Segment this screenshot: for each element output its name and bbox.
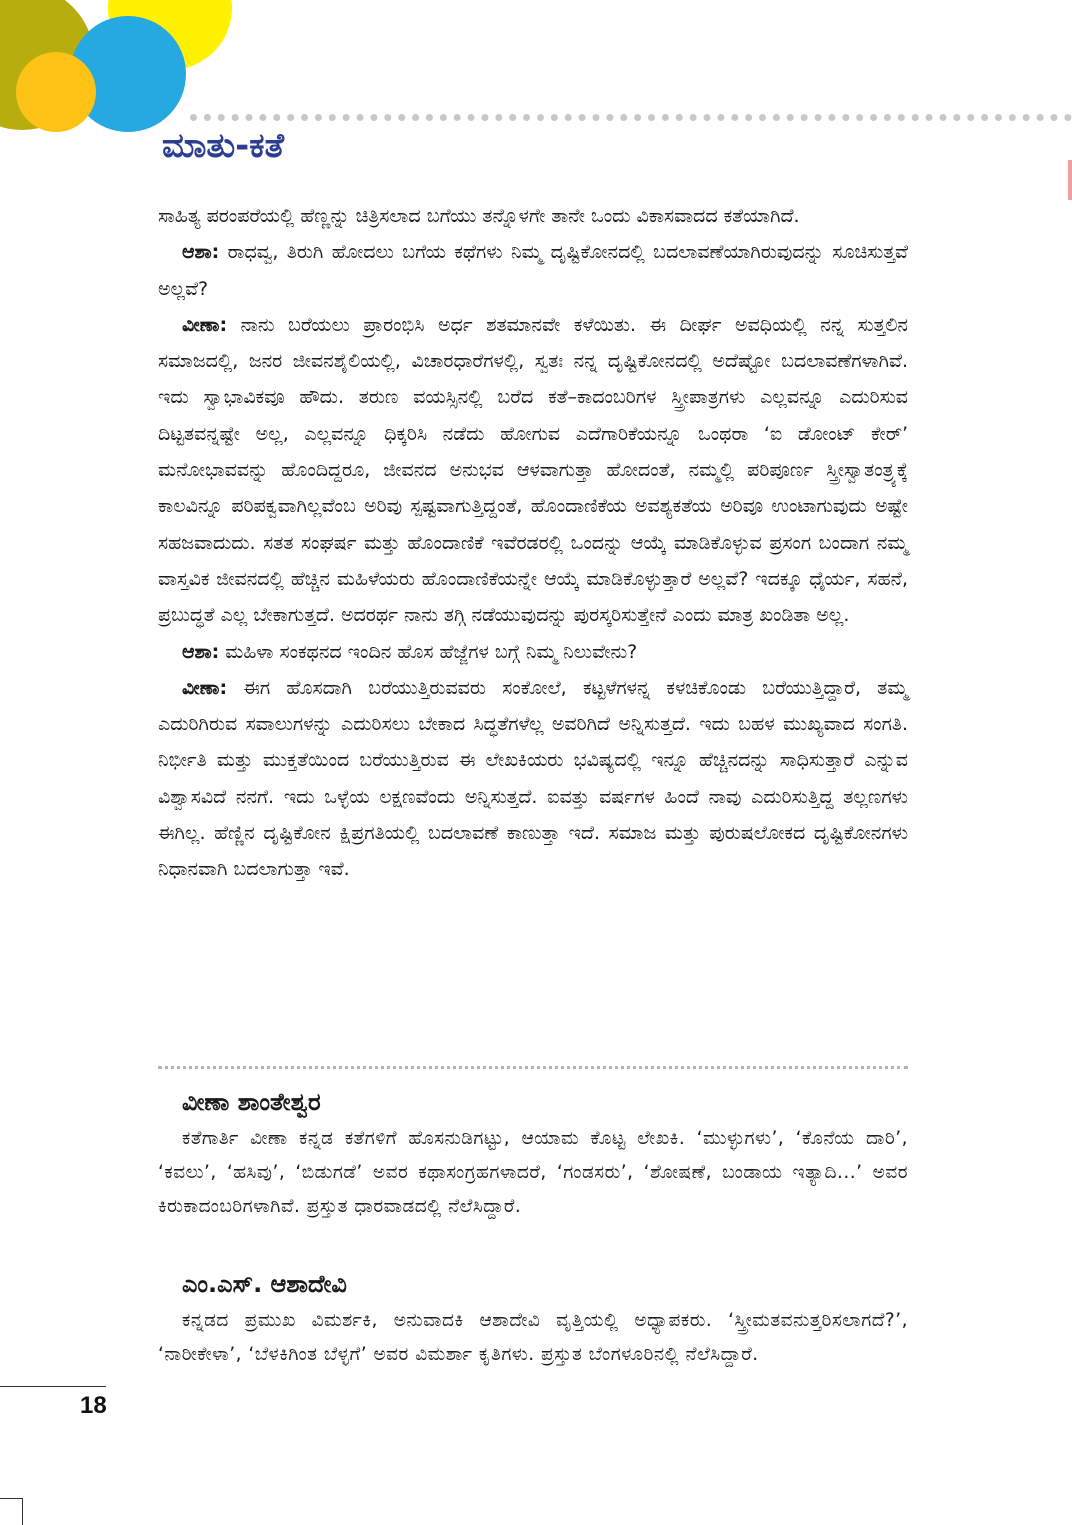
answer-paragraph xyxy=(158,307,908,634)
bio-text: ಕತೆಗಾರ್ತಿ ವೀಣಾ ಕನ್ನಡ ಕತೆಗಳಿಗೆ ಹೊಸನುಡಿಗಟ್ಟು, ಆಯಾಮ ಕೊಟ್ಟ ಲೇಖಕಿ. ‘ಮುಳ್ಳುಗಳು’, ‘ಕೊನೆಯ ದಾರಿ’, ‘ಕವಲು’, ‘ಹಸಿವು’, ‘ಬಿಡುಗಡೆ’ ಅವರ ಕಥಾಸಂಗ್ರಹಗಳಾದರೆ, ‘ಗಂಡಸರು’, ‘ಶೋಷಣೆ, ಬಂಡಾಯ ಇತ್ಯಾದಿ...’ ಅವರ ಕಿರುಕಾದಂಬರಿಗಳಾಗಿವೆ. ಪ್ರಸ್ತುತ ಧಾರವಾಡದಲ್ಲಿ ನೆಲೆಸಿದ್ದಾರೆ. xyxy=(158,1128,908,1217)
question-paragraph xyxy=(158,234,908,307)
bio-name: ವೀಣಾ ಶಾಂತೇಶ್ವರ xyxy=(182,1088,321,1116)
speaker-label: ವೀಣಾ: xyxy=(182,676,228,699)
section-title: ಮಾತು-ಕತೆ xyxy=(162,126,284,166)
header-dotted-rule xyxy=(190,114,1072,121)
paragraph-text: ಈಗ ಹೊಸದಾಗಿ ಬರೆಯುತ್ತಿರುವವರು ಸಂಕೋಲೆ, ಕಟ್ಟಳೆಗಳನ್ನ ಕಳಚಿಕೊಂಡು ಬರೆಯುತ್ತಿದ್ದಾರೆ, ತಮ್ಮ ಎದುರಿಗಿರುವ ಸವಾಲುಗಳನ್ನು ಎದುರಿಸಲು ಬೇಕಾದ ಸಿದ್ಧತೆಗಳೆಲ್ಲ ಅವರಿಗಿದೆ ಅನ್ನಿಸುತ್ತದೆ. ಇದು ಬಹಳ ಮುಖ್ಯವಾದ ಸಂಗತಿ. ನಿರ್ಭೀತಿ ಮತ್ತು ಮುಕ್ತತೆಯಿಂದ ಬರೆಯುತ್ತಿರುವ ಈ ಲೇಖಕಿಯರು ಭವಿಷ್ಯದಲ್ಲಿ ಇನ್ನೂ ಹೆಚ್ಚಿನದನ್ನು ಸಾಧಿಸುತ್ತಾರೆ ಎನ್ನುವ ವಿಶ್ವಾಸವಿದೆ ನನಗೆ. ಇದು ಒಳ್ಳೆಯ ಲಕ್ಷಣವೆಂದು ಅನ್ನಿಸುತ್ತದೆ. ಐವತ್ತು ವರ್ಷಗಳ ಹಿಂದೆ ನಾವು ಎದುರಿಸುತ್ತಿದ್ದ ತಲ್ಲಣಗಳು ಈಗಿಲ್ಲ. ಹೆಣ್ಣಿನ ದೃಷ್ಟಿಕೋನ ಕ್ಷಿಪ್ರಗತಿಯಲ್ಲಿ ಬದಲಾವಣೆ ಕಾಣುತ್ತಾ ಇದೆ. ಸಮಾಜ ಮತ್ತು ಪುರುಷಲೋಕದ ದೃಷ್ಟಿಕೋನಗಳು ನಿಧಾನವಾಗಿ ಬದಲಾಗುತ್ತಾ ಇವೆ. xyxy=(158,676,908,881)
paragraph-text: ರಾಧವ್ವ, ತಿರುಗಿ ಹೋದಲು ಬಗೆಯ ಕಥೆಗಳು ನಿಮ್ಮ ದೃಷ್ಟಿಕೋನದಲ್ಲಿ ಬದಲಾವಣೆಯಾಗಿರುವುದನ್ನು ಸೂಚಿಸುತ್ತವೆ ಅಲ್ಲವೆ? xyxy=(158,241,908,300)
crop-mark xyxy=(22,1498,23,1525)
page-number-rule xyxy=(0,1386,106,1387)
question-paragraph xyxy=(158,634,908,670)
interview-body xyxy=(158,198,908,888)
author-bio xyxy=(158,1088,908,1224)
intro-paragraph xyxy=(158,198,908,234)
paragraph-text: ಮಹಿಳಾ ಸಂಕಥನದ ಇಂದಿನ ಹೊಸ ಹೆಜ್ಜೆಗಳ ಬಗ್ಗೆ ನಿಮ್ಮ ನಿಲುವೇನು? xyxy=(219,640,638,663)
answer-paragraph xyxy=(158,670,908,888)
speaker-label: ಆಶಾ: xyxy=(182,640,220,663)
page-number: 18 xyxy=(80,1392,107,1419)
paragraph-text: ಸಾಹಿತ್ಯ ಪರಂಪರೆಯಲ್ಲಿ ಹೆಣ್ಣನ್ನು ಚಿತ್ರಿಸಲಾದ ಬಗೆಯು ತನ್ನೊಳಗೇ ತಾನೇ ಒಂದು ವಿಕಾಸವಾದದ ಕತೆಯಾಗಿದೆ. xyxy=(158,205,800,227)
bio-name: ಎಂ.ಎಸ್. ಆಶಾದೇವಿ xyxy=(182,1270,347,1298)
edge-marker xyxy=(1068,160,1072,200)
bio-text: ಕನ್ನಡದ ಪ್ರಮುಖ ವಿಮರ್ಶಕಿ, ಅನುವಾದಕಿ ಆಶಾದೇವಿ ವೃತ್ತಿಯಲ್ಲಿ ಅಧ್ಯಾಪಕರು. ‘ಸ್ತ್ರೀಮತವನುತ್ತರಿಸಲಾಗದೆ?’, ‘ನಾರೀಕೇಳಾ’, ‘ಬೆಳಕಿಗಿಂತ ಬೆಳ್ಳಗೆ’ ಅವರ ವಿಮರ್ಶಾ ಕೃತಿಗಳು. ಪ್ರಸ್ತುತ ಬೆಂಗಳೂರಿನಲ್ಲಿ ನೆಲೆಸಿದ್ದಾರೆ. xyxy=(158,1310,908,1365)
speaker-label: ಆಶಾ: xyxy=(182,241,220,264)
orange-circle xyxy=(16,52,96,132)
interviewer-bio xyxy=(158,1270,908,1372)
section-separator xyxy=(158,1066,908,1069)
crop-mark xyxy=(0,1498,22,1499)
paragraph-text: ನಾನು ಬರೆಯಲು ಪ್ರಾರಂಭಿಸಿ ಅರ್ಧ ಶತಮಾನವೇ ಕಳೆಯಿತು. ಈ ದೀರ್ಘ ಅವಧಿಯಲ್ಲಿ ನನ್ನ ಸುತ್ತಲಿನ ಸಮಾಜದಲ್ಲಿ, ಜನರ ಜೀವನಶೈಲಿಯಲ್ಲಿ, ವಿಚಾರಧಾರೆಗಳಲ್ಲಿ, ಸ್ವತಃ ನನ್ನ ದೃಷ್ಟಿಕೋನದಲ್ಲಿ ಅದೆಷ್ಟೋ ಬದಲಾವಣೆಗಳಾಗಿವೆ. ಇದು ಸ್ವಾಭಾವಿಕವೂ ಹೌದು. ತರುಣ ವಯಸ್ಸಿನಲ್ಲಿ ಬರೆದ ಕತೆ–ಕಾದಂಬರಿಗಳ ಸ್ತ್ರೀಪಾತ್ರಗಳು ಎಲ್ಲವನ್ನೂ ಎದುರಿಸುವ ದಿಟ್ಟತವನ್ನಷ್ಟೇ ಅಲ್ಲ, ಎಲ್ಲವನ್ನೂ ಧಿಕ್ಕರಿಸಿ ನಡೆದು ಹೋಗುವ ಎದೆಗಾರಿಕೆಯನ್ನೂ ಒಂಥರಾ ‘ಐ ಡೋಂಟ್ ಕೇರ್’ ಮನೋಭಾವವನ್ನು ಹೊಂದಿದ್ದರೂ, ಜೀವನದ ಅನುಭವ ಆಳವಾಗುತ್ತಾ ಹೋದಂತೆ, ನಮ್ಮಲ್ಲಿ ಪರಿಪೂರ್ಣ ಸ್ತ್ರೀಸ್ವಾತಂತ್ರ್ಯಕ್ಕೆ ಕಾಲವಿನ್ನೂ ಪರಿಪಕ್ವವಾಗಿಲ್ಲವೆಂಬ ಅರಿವು ಸ್ಪಷ್ಟವಾಗುತ್ತಿದ್ದಂತೆ, ಹೊಂದಾಣಿಕೆಯ ಅವಶ್ಯಕತೆಯ ಅರಿವೂ ಉಂಟಾಗುವುದು ಅಷ್ಟೇ ಸಹಜವಾದುದು. ಸತತ ಸಂಘರ್ಷ ಮತ್ತು ಹೊಂದಾಣಿಕೆ ಇವೆರಡರಲ್ಲಿ ಒಂದನ್ನು ಆಯ್ಕೆ ಮಾಡಿಕೊಳ್ಳುವ ಪ್ರಸಂಗ ಬಂದಾಗ ನಮ್ಮ ವಾಸ್ತವಿಕ ಜೀವನದಲ್ಲಿ ಹೆಚ್ಚಿನ ಮಹಿಳೆಯರು ಹೊಂದಾಣಿಕೆಯನ್ನೇ ಆಯ್ಕೆ ಮಾಡಿಕೊಳ್ಳುತ್ತಾರೆ ಅಲ್ಲವೆ? ಇದಕ್ಕೂ ಧೈರ್ಯ, ಸಹನೆ, ಪ್ರಬುದ್ಧತೆ ಎಲ್ಲ ಬೇಕಾಗುತ್ತದೆ. ಅದರರ್ಥ ನಾನು ತಗ್ಗಿ ನಡೆಯುವುದನ್ನು ಪುರಸ್ಕರಿಸುತ್ತೇನೆ ಎಂದು ಮಾತ್ರ ಖಂಡಿತಾ ಅಲ್ಲ. xyxy=(158,313,908,627)
speaker-label: ವೀಣಾ: xyxy=(182,313,228,336)
